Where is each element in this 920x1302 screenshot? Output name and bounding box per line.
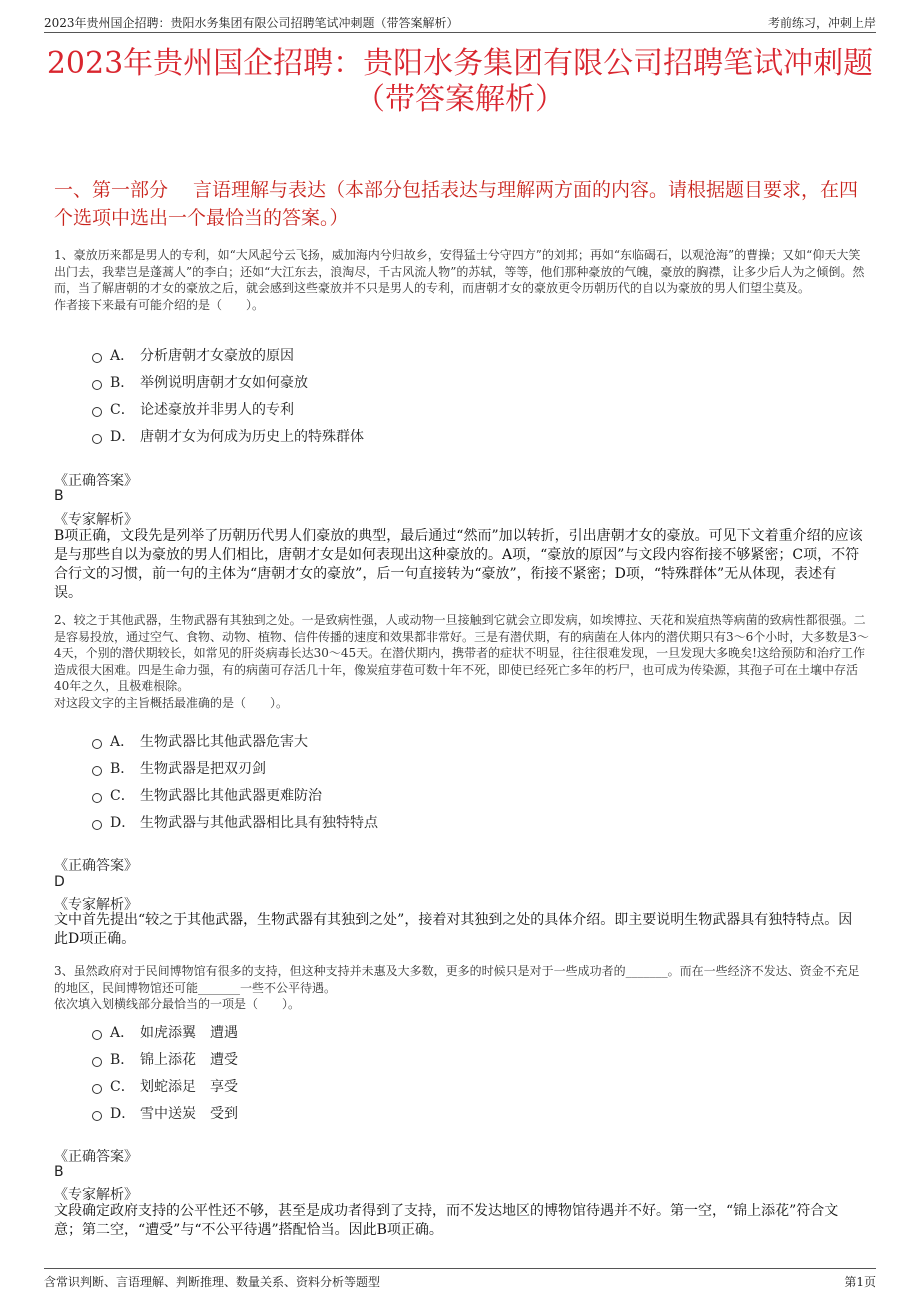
radio-icon[interactable] — [92, 1111, 102, 1121]
radio-icon[interactable] — [92, 434, 102, 444]
option-d[interactable]: D． 生物武器与其他武器相比具有独特特点 — [92, 809, 378, 836]
question-2-options — [92, 728, 378, 836]
option-b[interactable]: B． 生物武器是把双刃剑 — [92, 755, 378, 782]
option-text: 锦上添花 遭受 — [140, 1051, 238, 1068]
answer-label: 《正确答案》 — [54, 858, 138, 874]
radio-icon[interactable] — [92, 1084, 102, 1094]
radio-icon[interactable] — [92, 380, 102, 390]
question-ask: 作者接下来最有可能介绍的是（ ）。 — [54, 297, 265, 312]
header-slogan: 考前练习，冲刺上岸 — [767, 16, 876, 30]
option-text: 举例说明唐朝才女如何豪放 — [140, 374, 308, 391]
question-1 — [54, 247, 870, 313]
option-text: 如虎添翼 遭遇 — [140, 1024, 238, 1041]
option-text: 论述豪放并非男人的专利 — [140, 401, 294, 418]
explain-label: 《专家解析》 — [54, 512, 138, 528]
radio-icon[interactable] — [92, 793, 102, 803]
answer-value: D — [54, 874, 65, 890]
option-b[interactable]: B． 锦上添花 遭受 — [92, 1046, 238, 1073]
option-text: 生物武器比其他武器更难防治 — [140, 787, 322, 804]
option-d[interactable]: D． 唐朝才女为何成为历史上的特殊群体 — [92, 423, 364, 450]
option-c[interactable]: C． 论述豪放并非男人的专利 — [92, 396, 364, 423]
question-stem: 1、豪放历来都是男人的专利，如“大风起兮云飞扬，威加海内兮归故乡，安得猛士兮守四方”的刘邦；再如“东临碣石，以观沧海”的曹操；又如“仰天大笑出门去，我辈岂是蓬蒿人”的李白；还如“大江东去，浪淘尽，千古风流人物”的苏轼，等等，他们那种豪放的气魄，豪放的胸襟，让多少后人为之倾倒。然而，当了解唐朝的才女的豪放之后，就会感到这些豪放并不只是男人的专利，而唐朝才女的豪放更令历朝历代的自以为豪放的男人们望尘莫及。 — [54, 248, 865, 295]
option-text: 生物武器与其他武器相比具有独特特点 — [140, 814, 378, 831]
option-text: 生物武器比其他武器危害大 — [140, 733, 308, 750]
explain-label: 《专家解析》 — [54, 897, 138, 913]
option-text: 分析唐朝才女豪放的原因 — [140, 347, 294, 364]
question-ask: 对这段文字的主旨概括最准确的是（ ）。 — [54, 695, 289, 710]
document-title-line1: 2023年贵州国企招聘：贵阳水务集团有限公司招聘笔试冲刺题 — [46, 46, 874, 81]
answer-label: 《正确答案》 — [54, 1149, 138, 1165]
explain-text: 文段确定政府支持的公平性还不够，甚至是成功者得到了支持，而不发达地区的博物馆待遇并不好。第一空，“锦上添花”符合文意；第二空，“遭受”与“不公平待遇”搭配恰当。因此B项正确。 — [54, 1203, 839, 1238]
answer-label: 《正确答案》 — [54, 473, 138, 489]
radio-icon[interactable] — [92, 1030, 102, 1040]
option-b[interactable]: B． 举例说明唐朝才女如何豪放 — [92, 369, 364, 396]
option-text: 雪中送炭 受到 — [140, 1105, 238, 1122]
radio-icon[interactable] — [92, 820, 102, 830]
question-2 — [54, 612, 870, 711]
option-text: 生物武器是把双刃剑 — [140, 760, 266, 777]
explain-label: 《专家解析》 — [54, 1187, 138, 1203]
question-stem: 3、虽然政府对于民间博物馆有很多的支持，但这种支持并未惠及大多数，更多的时候只是对于一些成功者的_______。而在一些经济不发达、资金不充足的地区，民间博物馆还可能_______一些不公平待遇。 — [54, 964, 860, 995]
radio-icon[interactable] — [92, 353, 102, 363]
question-3 — [54, 963, 870, 1013]
answer-value: B — [54, 1164, 64, 1180]
option-text: 唐朝才女为何成为历史上的特殊群体 — [140, 428, 364, 445]
section-heading: 一、第一部分 言语理解与表达（本部分包括表达与理解两方面的内容。请根据题目要求，在四个选项中选出一个最恰当的答案。） — [54, 179, 859, 229]
footer-note: 含常识判断、言语理解、判断推理、数量关系、资料分析等题型 — [44, 1275, 381, 1289]
explain-text: 文中首先提出“较之于其他武器，生物武器有其独到之处”，接着对其独到之处的具体介绍。即主要说明生物武器具有独特特点。因此D项正确。 — [54, 912, 853, 947]
question-stem: 2、较之于其他武器，生物武器有其独到之处。一是致病性强，人或动物一旦接触到它就会立即发病，如埃博拉、天花和炭疽热等病菌的致病性都很强。二是容易投放，通过空气、食物、动物、植物、信件传播的速度和效果都非常好。三是有潜伏期，有的病菌在人体内的潜伏期只有3～6个小时，大多数是3～4天，个别的潜伏期较长，如常见的肝炎病毒长达30～45天。在潜伏期内，携带者的症状不明显，往往很难发现，一旦发现大多晚矣!这给预防和治疗工作造成很大困难。四是生命力强，有的病菌可存活几十年，像炭疽芽苞可数十年不死，即使已经死亡多年的朽尸，也可成为传染源，其孢子可在土壤中存活40年之久，且极难根除。 — [54, 613, 869, 693]
radio-icon[interactable] — [92, 739, 102, 749]
radio-icon[interactable] — [92, 766, 102, 776]
answer-value: B — [54, 488, 64, 504]
option-text: 划蛇添足 享受 — [140, 1078, 238, 1095]
radio-icon[interactable] — [92, 407, 102, 417]
page-header — [44, 12, 876, 33]
question-3-options — [92, 1019, 238, 1127]
option-a[interactable]: A． 分析唐朝才女豪放的原因 — [92, 342, 364, 369]
question-ask: 依次填入划横线部分最恰当的一项是（ ）。 — [54, 997, 301, 1011]
page-number: 第1页 — [844, 1275, 876, 1289]
question-1-options — [92, 342, 364, 450]
option-c[interactable]: C． 生物武器比其他武器更难防治 — [92, 782, 378, 809]
option-a[interactable]: A． 如虎添翼 遭遇 — [92, 1019, 238, 1046]
option-a[interactable]: A． 生物武器比其他武器危害大 — [92, 728, 378, 755]
radio-icon[interactable] — [92, 1057, 102, 1067]
option-c[interactable]: C． 划蛇添足 享受 — [92, 1073, 238, 1100]
explain-text: B项正确，文段先是列举了历朝历代男人们豪放的典型，最后通过“然而”加以转折，引出唐朝才女的豪放。可见下文着重介绍的应该是与那些自以为豪放的男人们相比，唐朝才女是如何表现出这种豪放的。A项，“豪放的原因”与文段内容衔接不够紧密；C项，不符合行文的习惯，前一句的主体为“唐朝才女的豪放”，后一句直接转为“豪放”，衔接不紧密；D项，“特殊群体”无从体现，表述有误。 — [54, 528, 863, 601]
page-footer — [44, 1268, 876, 1291]
header-title: 2023年贵州国企招聘：贵阳水务集团有限公司招聘笔试冲刺题（带答案解析） — [44, 16, 459, 30]
document-title-line2: （带答案解析） — [355, 82, 565, 117]
option-d[interactable]: D． 雪中送炭 受到 — [92, 1100, 238, 1127]
